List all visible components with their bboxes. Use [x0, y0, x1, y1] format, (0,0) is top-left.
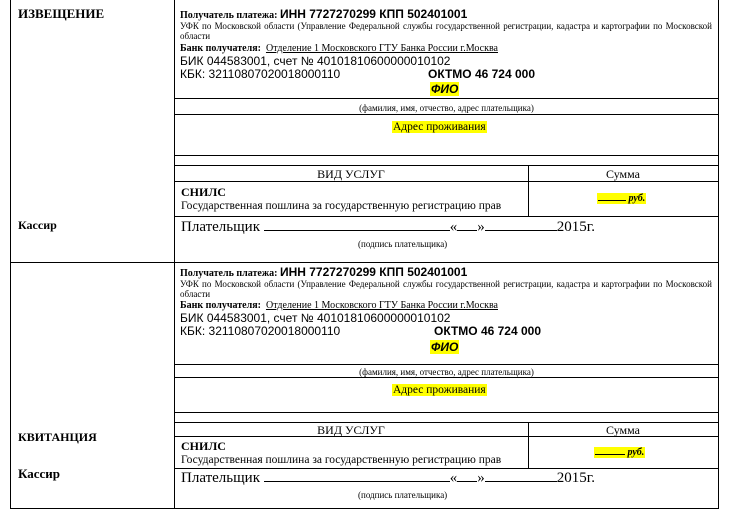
fio-caption: (фамилия, имя, отчество, адрес плательщика) [359, 367, 534, 377]
inn-kpp: ИНН 7727270299 КПП 502401001 [279, 7, 468, 21]
quote-open: « [449, 470, 458, 486]
bank-name: Отделение 1 Московского ГТУ Банка России г.Москва [265, 43, 498, 54]
bank-label: Банк получателя: [180, 43, 261, 54]
quote-open: « [449, 219, 458, 235]
bank-name: Отделение 1 Московского ГТУ Банка России г.Москва [265, 300, 498, 311]
snils: СНИЛС [181, 439, 226, 453]
receipt-label: КВИТАНЦИЯ [18, 430, 97, 444]
kbk: КБК: 32110807020018000110 [180, 67, 341, 81]
bank-label: Банк получателя: [180, 300, 261, 311]
bik-account-text: БИК 044583001, счет № 40101810600000010102 [180, 54, 451, 68]
inn-kpp: ИНН 7727270299 КПП 502401001 [279, 265, 468, 279]
oktmo: ОКТМО 46 724 000 [428, 67, 536, 81]
bank-line [180, 43, 498, 54]
cashier-label-top: Кассир [18, 218, 57, 232]
ufk-text: УФК по Московской области (Управление Федеральной службы государственной регистрации, кадастра и картографии по Московской области [180, 279, 712, 299]
bank-line [180, 300, 498, 311]
sum-field [594, 447, 645, 458]
kbk: КБК: 32110807020018000110 [180, 324, 341, 338]
ufk-text: УФК по Московской области (Управление Федеральной службы государственной регистрации, кадастра и картографии по Московской области [180, 21, 712, 41]
notice-form [0, 0, 733, 262]
sum-header: Сумма [606, 167, 640, 181]
fio-field: ФИО [431, 340, 459, 354]
service-name: Государственная пошлина за государственную регистрацию прав [181, 454, 502, 466]
notice-label: ИЗВЕЩЕНИЕ [18, 6, 105, 21]
payer-line [181, 219, 595, 236]
bik-account-text: БИК 044583001, счет № 40101810600000010102 [180, 311, 451, 325]
rub-label: руб. [628, 193, 646, 204]
receipt-form [0, 262, 733, 509]
service-name: Государственная пошлина за государственную регистрацию прав [181, 200, 502, 212]
services-header: ВИД УСЛУГ [317, 423, 385, 437]
quote-close: » [477, 470, 485, 486]
signature-caption: (подпись плательщика) [358, 490, 448, 500]
recipient-line [180, 7, 467, 21]
quote-close: » [477, 219, 485, 235]
address-field: Адрес проживания [393, 121, 486, 133]
payer-label: Плательщик [181, 470, 260, 486]
year: 2015г. [556, 219, 595, 235]
payer-line [181, 470, 595, 487]
recipient-label: Получатель платежа: [180, 10, 278, 21]
signature-caption: (подпись плательщика) [358, 239, 448, 249]
rub-label: руб. [627, 447, 645, 458]
fio-caption: (фамилия, имя, отчество, адрес плательщика) [359, 103, 534, 113]
payer-label: Плательщик [181, 219, 260, 235]
services-header: ВИД УСЛУГ [317, 167, 385, 181]
year: 2015г. [556, 470, 595, 486]
bik-account [180, 311, 450, 325]
bik-account [180, 54, 450, 68]
sum-field [597, 193, 646, 204]
fio-field: ФИО [431, 82, 459, 96]
recipient-line [180, 265, 467, 279]
sum-header: Сумма [606, 423, 640, 437]
cashier-label-bottom: Кассир [18, 466, 61, 481]
address-field: Адрес проживания [393, 384, 486, 396]
recipient-label: Получатель платежа: [180, 268, 278, 279]
oktmo: ОКТМО 46 724 000 [434, 324, 542, 338]
snils: СНИЛС [181, 185, 226, 199]
